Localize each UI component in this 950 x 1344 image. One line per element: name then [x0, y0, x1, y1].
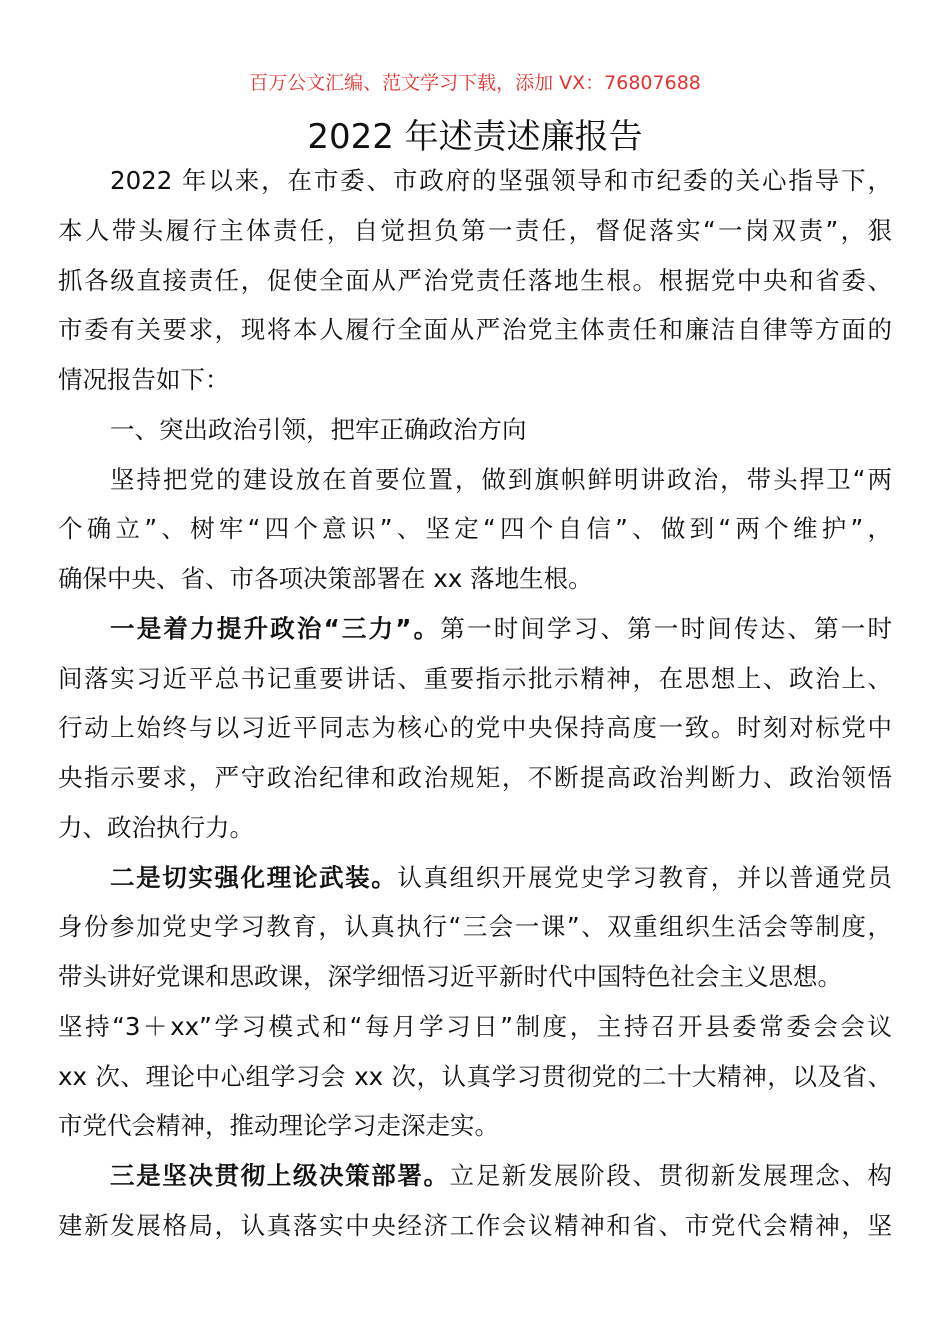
text-line: [110, 613, 892, 645]
line-text: 一、突出政治引领，把牢正确政治方向: [110, 414, 527, 444]
text-line: [58, 911, 892, 943]
text-line: [58, 1011, 892, 1043]
text-line: [58, 513, 892, 545]
line-text: 央指示要求，严守政治纪律和政治规矩，不断提高政治判断力、政治领悟: [58, 763, 892, 792]
line-text: 情况报告如下：: [58, 365, 230, 394]
text-line: [58, 663, 892, 695]
line-text: 间落实习近平总书记重要讲话、重要指示批示精神，在思想上、政治上、: [58, 663, 892, 693]
text-line: [110, 862, 892, 894]
bold-lead: 三是坚决贯彻上级决策部署。: [110, 1161, 450, 1190]
text-line: [58, 215, 892, 247]
bold-lead: 二是切实强化理论武装。: [110, 862, 398, 892]
text-line: [58, 364, 892, 396]
line-text: 坚持把党的建设放在首要位置，做到旗帜鲜明讲政治，带头捍卫“两: [110, 464, 892, 494]
text-line: [58, 1210, 892, 1242]
text-line: [58, 1061, 892, 1093]
bold-lead: 一是着力提升政治“三力”。: [110, 613, 441, 643]
line-text: xx 次、理论中心组学习会 xx 次，认真学习贯彻党的二十大精神，以及省、: [58, 1061, 892, 1091]
line-text: 市委有关要求，现将本人履行全面从严治党主体责任和廉洁自律等方面的: [58, 315, 892, 345]
line-text: 立足新发展阶段、贯彻新发展理念、构: [449, 1161, 893, 1190]
text-line: [58, 265, 892, 297]
text-line: [58, 961, 892, 993]
text-line: [110, 1160, 892, 1192]
line-text: 行动上始终与以习近平同志为核心的党中央保持高度一致。时刻对标党中: [58, 713, 892, 743]
line-text: 抓各级直接责任，促使全面从严治党责任落地生根。根据党中央和省委、: [58, 265, 892, 295]
line-text: 2022 年以来，在市委、市政府的坚强领导和市纪委的关心指导下，: [110, 166, 892, 195]
line-text: 确保中央、省、市各项决策部署在 xx 落地生根。: [58, 564, 593, 593]
line-text: 第一时间学习、第一时间传达、第一时: [440, 613, 893, 643]
text-line: [110, 464, 892, 496]
text-line: [58, 1110, 892, 1142]
text-line: [58, 563, 892, 595]
line-text: 坚持“3＋xx”学习模式和“每月学习日”制度，主持召开县委常委会会议: [58, 1011, 892, 1041]
text-line: [58, 812, 892, 844]
text-line: [58, 762, 892, 794]
line-text: 建新发展格局，认真落实中央经济工作会议精神和省、市党代会精神，坚: [58, 1210, 892, 1240]
document-title: 2022 年述责述廉报告: [307, 117, 643, 157]
watermark-header: 百万公文汇编、范文学习下载，添加 VX：76807688: [249, 72, 701, 94]
line-text: 身份参加党史学习教育，认真执行“三会一课”、双重组织生活会等制度，: [58, 912, 892, 942]
text-line: [110, 414, 892, 446]
line-text: 认真组织开展党史学习教育，并以普通党员: [397, 862, 892, 892]
line-text: 个确立”、树牢“四个意识”、坚定“四个自信”、做到“两个维护”，: [58, 514, 892, 544]
text-line: [58, 712, 892, 744]
line-text: 力、政治执行力。: [58, 812, 254, 842]
text-line: [58, 314, 892, 346]
text-line: [110, 165, 892, 197]
line-text: 市党代会精神，推动理论学习走深走实。: [58, 1111, 499, 1141]
line-text: 本人带头履行主体责任，自觉担负第一责任，督促落实“一岗双责”，狠: [58, 215, 892, 245]
line-text: 带头讲好党课和思政课，深学细悟习近平新时代中国特色社会主义思想。: [58, 962, 842, 991]
